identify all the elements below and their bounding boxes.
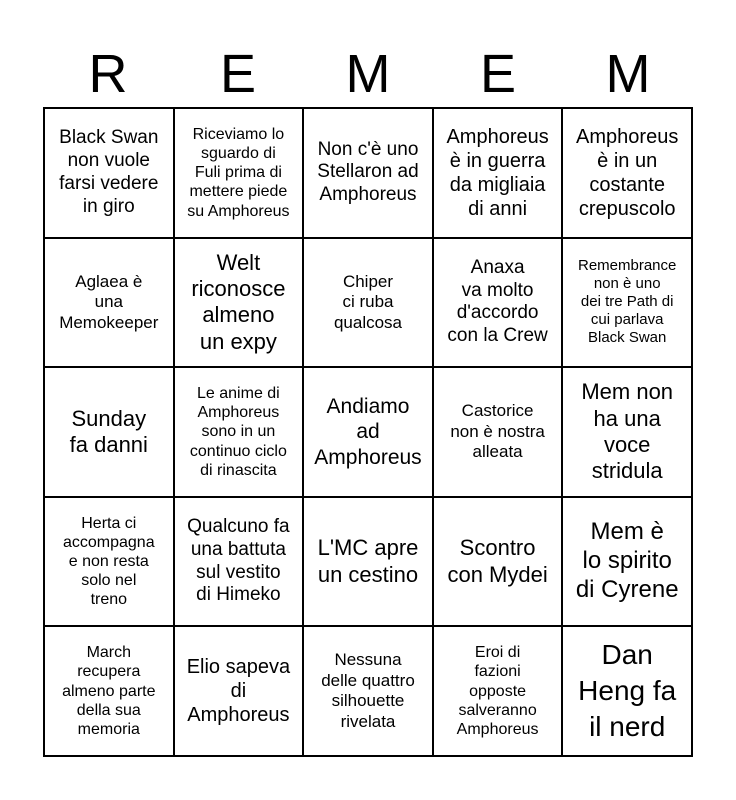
bingo-cell[interactable]: Non c'è uno Stellaron ad Amphoreus [303,108,433,238]
bingo-cell[interactable]: Qualcuno fa una battuta sul vestito di Himeko [174,497,304,627]
bingo-cell[interactable]: Mem non ha una voce stridula [562,367,692,497]
bingo-cell[interactable]: Nessuna delle quattro silhouette rivelata [303,626,433,756]
bingo-cell[interactable]: Castorice non è nostra alleata [433,367,563,497]
bingo-cell[interactable]: Remembrance non è uno dei tre Path di cui parlava Black Swan [562,238,692,368]
header-letter-1: R [88,44,128,104]
bingo-cell[interactable]: L'MC apre un cestino [303,497,433,627]
header-letter-2: E [219,44,257,104]
bingo-cell[interactable]: Anaxa va molto d'accordo con la Crew [433,238,563,368]
bingo-cell[interactable]: Mem è lo spirito di Cyrene [562,497,692,627]
header-letter-3: M [345,44,391,104]
header-letter-5: M [605,44,651,104]
bingo-cell[interactable]: Scontro con Mydei [433,497,563,627]
bingo-cell[interactable]: Elio sapeva di Amphoreus [174,626,304,756]
bingo-cell[interactable]: Herta ci accompagna e non resta solo nel treno [44,497,174,627]
bingo-cell[interactable]: Chiper ci ruba qualcosa [303,238,433,368]
bingo-cell[interactable]: Andiamo ad Amphoreus [303,367,433,497]
bingo-cell[interactable]: Amphoreus è in un costante crepuscolo [562,108,692,238]
bingo-cell[interactable]: Le anime di Amphoreus sono in un continuo ciclo di rinascita [174,367,304,497]
bingo-cell[interactable]: Eroi di fazioni opposte salveranno Amphoreus [433,626,563,756]
bingo-grid [43,107,693,757]
bingo-cell[interactable]: Sunday fa danni [44,367,174,497]
bingo-cell[interactable]: Dan Heng fa il nerd [562,626,692,756]
bingo-cell[interactable]: Aglaea è una Memokeeper [44,238,174,368]
bingo-header [43,40,693,108]
bingo-cell[interactable]: Black Swan non vuole farsi vedere in giro [44,108,174,238]
header-letter-4: E [479,44,517,104]
bingo-cell[interactable]: March recupera almeno parte della sua memoria [44,626,174,756]
bingo-cell[interactable]: Amphoreus è in guerra da migliaia di anni [433,108,563,238]
bingo-cell[interactable]: Riceviamo lo sguardo di Fuli prima di mettere piede su Amphoreus [174,108,304,238]
bingo-cell[interactable]: Welt riconosce almeno un expy [174,238,304,368]
